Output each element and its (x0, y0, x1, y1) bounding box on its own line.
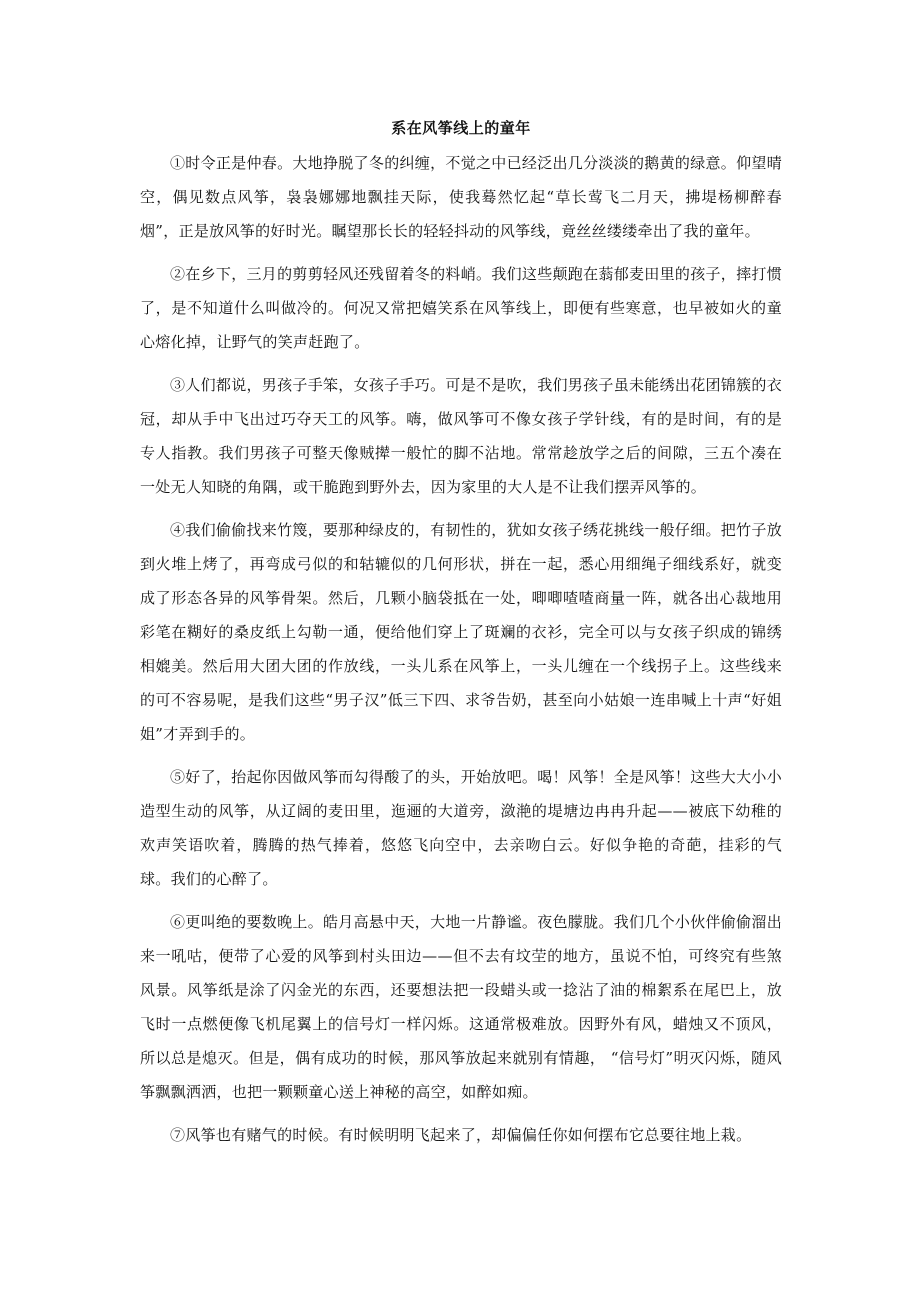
paragraph-6: ⑥更叫绝的要数晚上。皓月高悬中天，大地一片静谧。夜色朦胧。我们几个小伙伴偷偷溜出来一吼咕，便带了心爱的风筝到村头田边——但不去有坟茔的地方，虽说不怕，可终究有些煞风景。风筝纸是涂了闪金光的东西，还要想法把一段蜡头或一捻沾了油的棉絮系在尾巴上，放飞时一点燃便像飞机尾翼上的信号灯一样闪烁。这通常极难放。因野外有风，蜡烛又不顶风，所以总是熄灭。但是，偶有成功的时候，那风筝放起来就别有情趣， “信号灯”明灭闪烁，随风筝飘飘洒洒，也把一颗颗童心送上神秘的高空，如醉如痴。 (140, 913, 783, 1101)
paragraph-5: ⑤好了，抬起你因做风筝而勾得酸了的头，开始放吧。喝！风筝！全是风筝！这些大大小小造型生动的风筝，从辽阔的麦田里，迤逦的大道旁，潋滟的堤塘边冉冉升起——被底下幼稚的欢声笑语吹着，腾腾的热气捧着，悠悠飞向空中，去亲吻白云。好似争艳的奇葩，挂彩的气球。我们的心醉了。 (140, 768, 783, 888)
paragraph-7: ⑦风筝也有赌气的时候。有时候明明飞起来了，却偏偏任你如何摆布它总要往地上栽。 (170, 1126, 752, 1144)
document-page (140, 112, 782, 1161)
paragraph-3: ③人们都说，男孩子手笨，女孩子手巧。可是不是吹，我们男孩子虽未能绣出花团锦簇的衣冠，却从手中飞出过巧夺天工的风筝。嗨，做风筝可不像女孩子学针线，有的是时间，有的是专人指教。我们男孩子可整天像贼撵一般忙的脚不沾地。常常趁放学之后的间隙，三五个凑在一处无人知晓的角隅，或干脆跑到野外去，因为家里的大人是不让我们摆弄风筝的。 (140, 376, 783, 496)
document-title: 系在风筝线上的童年 (391, 119, 531, 137)
paragraph-2: ②在乡下，三月的剪剪轻风还残留着冬的料峭。我们这些颠跑在蓊郁麦田里的孩子，摔打惯了，是不知道什么叫做冷的。何况又常把嬉笑系在风筝线上，即便有些寒意，也早被如火的童心熔化掉，让野气的笑声赶跑了。 (140, 265, 783, 351)
paragraph-1: ①时令正是仲春。大地挣脱了冬的纠缠，不觉之中已经泛出几分淡淡的鹅黄的绿意。仰望晴空，偶见数点风筝，袅袅娜娜地飘挂天际，使我蓦然忆起“草长莺飞二月天，拂堤杨柳醉春烟”，正是放风筝的好时光。瞩望那长长的轻轻抖动的风筝线，竟丝丝缕缕牵出了我的童年。 (140, 154, 783, 240)
paragraph-4: ④我们偷偷找来竹篾，要那种绿皮的，有韧性的，犹如女孩子绣花挑线一般仔细。把竹子放到火堆上烤了，再弯成弓似的和轱辘似的几何形状，拼在一起，悉心用细绳子细线系好，就变成了形态各异的风筝骨架。然后，几颗小脑袋抵在一处，唧唧喳喳商量一阵，就各出心裁地用彩笔在糊好的桑皮纸上勾勒一通，便给他们穿上了斑斓的衣衫，完全可以与女孩子织成的锦绣相媲美。然后用大团大团的作放线，一头儿系在风筝上，一头儿缠在一个线拐子上。这些线来的可不容易呢，是我们这些“男子汉”低三下四、求爷告奶，甚至向小姑娘一连串喊上十声“好姐姐”才弄到手的。 (140, 521, 783, 743)
